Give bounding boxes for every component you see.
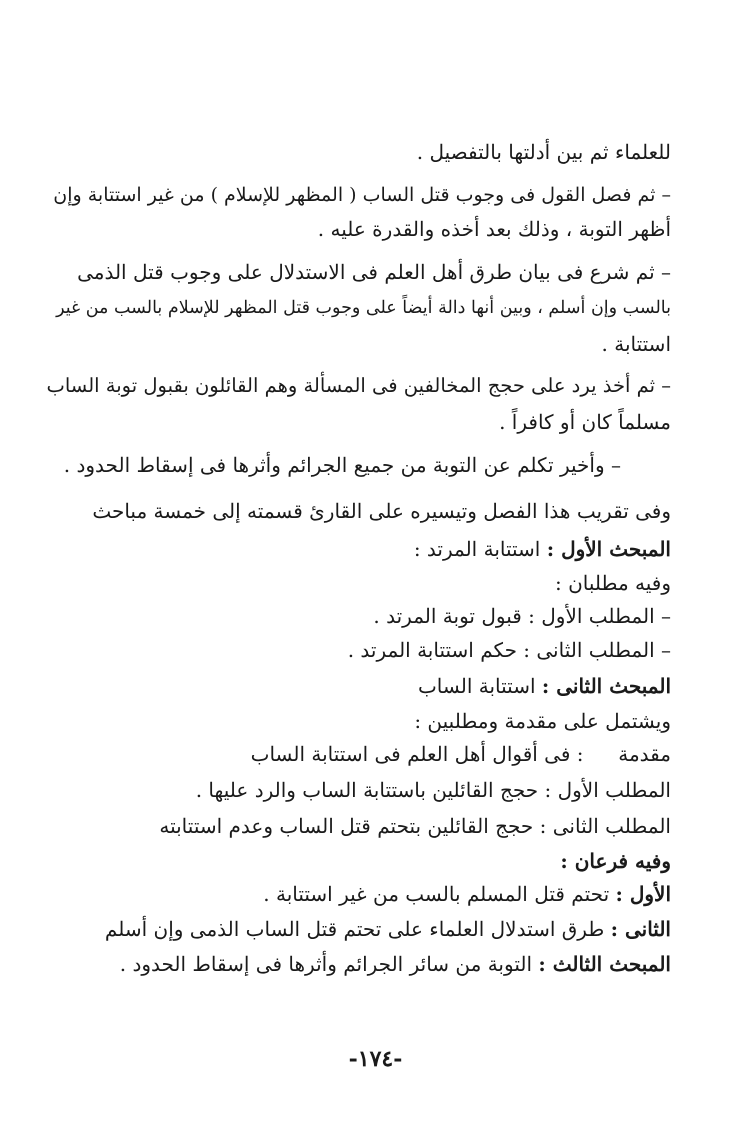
outline-item: المطلب الثانى : حجج القائلين بتحتم قتل الساب وعدم استتابته	[159, 814, 671, 838]
branch-label: الثانى :	[610, 917, 671, 941]
bullet-line: بالسب وإن أسلم ، وبين أنها دالة أيضاً على وجوب قتل المظهر للإسلام بالسب من غير	[56, 298, 671, 318]
section-title: المبحث الثانى :	[541, 674, 671, 698]
section-text: استتابة الساب	[417, 674, 536, 698]
text-line: للعلماء ثم بين أدلتها بالتفصيل .	[416, 140, 671, 164]
outline-subline: ويشتمل على مقدمة ومطلبين :	[414, 709, 671, 733]
outline-section-2	[418, 672, 671, 700]
section-text: التوبة من سائر الجرائم وأثرها فى إسقاط الحدود .	[119, 952, 533, 976]
bullet-line: – وأخير تكلم عن التوبة من جميع الجرائم وأثرها فى إسقاط الحدود .	[63, 453, 621, 477]
branch-text: طرق استدلال العلماء على تحتم قتل الساب الذمى وإن أسلم	[104, 917, 605, 941]
branch-2	[105, 915, 671, 943]
page-number-text: -١٧٤-	[348, 1046, 403, 1072]
intro-text: : فى أقوال أهل العلم فى استتابة الساب	[250, 742, 584, 766]
section-title: المبحث الثالث :	[538, 952, 671, 976]
outline-section-3	[120, 950, 671, 978]
plan-intro: وفى تقريب هذا الفصل وتيسيره على القارئ قسمته إلى خمسة مباحث	[92, 499, 671, 523]
outline-intro	[251, 740, 671, 768]
section-title: المبحث الأول :	[546, 537, 671, 561]
bullet-line: – ثم فصل القول فى وجوب قتل الساب ( المظهر للإسلام ) من غير استتابة وإن	[53, 184, 671, 206]
outline-item: – المطلب الأول : قبول توبة المرتد .	[373, 604, 671, 628]
bullet-line: استتابة .	[601, 332, 671, 356]
outline-section-1	[414, 535, 671, 563]
page-number	[0, 1046, 751, 1072]
outline-item: – المطلب الثانى : حكم استتابة المرتد .	[347, 638, 671, 662]
bullet-line: – ثم شرع فى بيان طرق أهل العلم فى الاستدلال على وجوب قتل الذمى	[77, 260, 671, 284]
bullet-line: – ثم أخذ يرد على حجج المخالفين فى المسألة وهم القائلون بقبول توبة الساب	[46, 374, 671, 397]
branch-1	[263, 880, 671, 908]
intro-label: مقدمة	[618, 742, 671, 766]
branch-label: الأول :	[615, 882, 671, 906]
bullet-line: مسلماً كان أو كافراً .	[499, 410, 671, 434]
bullet-line: أظهر التوبة ، وذلك بعد أخذه والقدرة عليه .	[317, 217, 671, 241]
outline-item: المطلب الأول : حجج القائلين باستتابة الساب والرد عليها .	[195, 778, 671, 802]
branch-text: تحتم قتل المسلم بالسب من غير استتابة .	[263, 882, 610, 906]
outline-subline: وفيه مطلبان :	[555, 571, 671, 595]
branches-title: وفيه فرعان :	[560, 849, 671, 873]
section-text: استتابة المرتد :	[413, 537, 541, 561]
